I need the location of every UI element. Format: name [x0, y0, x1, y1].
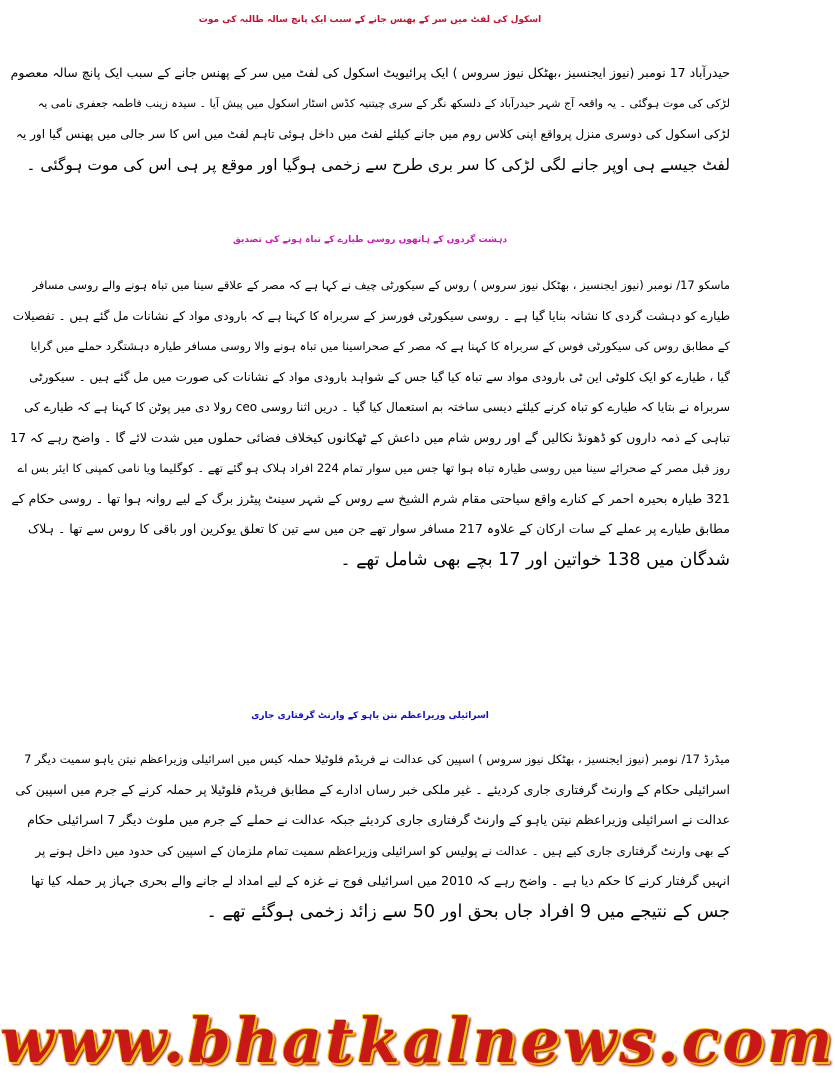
- body-line: اسرائیلی حکام کے وارنٹ گرفتاری جاری کردیئے ۔ غیر ملکی خبر رساں ادارے کے مطابق فریڈم فلوٹیلا پر حملہ کرنے کے جرم میں اسپین کی: [15, 781, 730, 797]
- headline-netanyahu-warrant: اسرائیلی وزیراعظم نتن یاہو کے وارنٹ گرفتاری جاری: [251, 711, 489, 721]
- body-line: کے بھی وارنٹ گرفتاری جاری کیے ہیں ۔ عدالت نے پولیس کو اسرائیلی وزیراعظم سمیت تمام ملزمان کے اسپین کی حدود میں داخل ہونے پر: [35, 843, 730, 858]
- headline-school-lift: اسکول کی لفٹ میں سر کے پھنس جانے کے سبب ایک پانچ سالہ طالبہ کی موت: [198, 15, 542, 25]
- body-line: انہیں گرفتار کرنے کا حکم دیا ہے ۔ واضح رہے کہ 2010 میں اسرائیلی فوج نے غزہ کے لیے امداد لے جانے والے بحری جہاز پر حملہ کیا تھا: [30, 873, 730, 888]
- body-line: میڈرڈ 17/ نومبر (نیوز ایجنسیز ، بھٹکل نیوز سروس ) اسپین کی عدالت نے فریڈم فلوٹیلا حملہ کیس میں اسرائیلی وزیراعظم نیتن یاہو سمیت دیگر 7: [24, 752, 730, 766]
- body-line: تباہی کے ذمہ داروں کو ڈھونڈ نکالیں گے اور روس شام میں داعش کے ٹھکانوں کیخلاف فضائی حملوں میں شدت لائے گا ۔ واضح رہے کہ 17: [10, 429, 730, 445]
- body-line: طیارے کو دہشت گردی کا نشانہ بنایا گیا ہے ۔ روسی سیکورٹی فورسز کے سربراہ کا کہنا ہے کہ بارودی مواد کے نشانات مل گئے ہیں ۔ تفصیلات: [12, 308, 730, 323]
- body-line: گیا ، طیارے کو ایک کلوٹی این ٹی بارودی مواد سے تباہ کیا گیا جس کے شواہد بارودی مواد کے نشانات کی صورت میں مل گئے ہیں ۔ سیکورٹی: [29, 369, 730, 384]
- article-body-russian-plane: [8, 270, 730, 575]
- body-line: لڑکی کی موت ہوگئی ۔ یہ واقعہ آج شہر حیدرآباد کے دلسکھ نگر کے سری چیتنیہ کڈس اسٹار اسکول میں پیش آیا ۔ سیدہ زینب فاطمہ جعفری نامی یہ: [37, 96, 730, 110]
- body-line: عدالت نے اسرائیلی وزیراعظم نیتن یاہو کے وارنٹ گرفتاری جاری کردیئے جبکہ عدالت نے حملے کے جرم میں ملوث دیگر 7 اسرائیلی حکام: [27, 812, 730, 827]
- article-body-netanyahu-warrant: [8, 744, 730, 927]
- body-line: ماسکو 17/ نومبر (نیوز ایجنسیز ، بھٹکل نیوز سروس ) روس کے سیکورٹی چیف نے کہا ہے کہ مصر کے علاقے سینا میں تباہ ہونے والے روسی مسافر: [32, 278, 730, 292]
- body-line: لفٹ جیسے ہی اوپر جانے لگی لڑکی کا سر بری طرح سے زخمی ہوگیا اور موقع پر ہی اس کی موت ہوگئی ۔: [26, 155, 730, 174]
- body-line: حیدرآباد 17 نومبر (نیوز ایجنسیز ،بھٹکل نیوز سروس ) ایک پرائیویٹ اسکول کی لفٹ میں سر کے پھنس جانے کے سبب ایک پانچ سالہ معصوم: [10, 65, 730, 80]
- body-line: شدگان میں 138 خواتین اور 17 بچے بھی شامل تھے ۔: [340, 549, 730, 570]
- site-logo: www.bhatkalnews.com: [0, 1004, 835, 1077]
- body-line: روز قبل مصر کے صحرائے سینا میں روسی طیارہ تباہ ہوا تھا جس میں سوار تمام 224 افراد ہلاک ہو گئے تھے ۔ کوگلیما ویا نامی کمپنی کا ایئر بس اے: [17, 461, 730, 475]
- body-line: سربراہ نے بتایا کہ طیارے کو تباہ کرنے کیلئے دیسی ساختہ بم استعمال کیا گیا ۔ دریں اثنا روسی ceo رولا دی میر پوٹن کا کہنا ہے کہ طیارے کی: [24, 400, 730, 414]
- headline-russian-plane: دہشت گردوں کے ہاتھوں روسی طیارے کے تباہ ہونے کی تصدیق: [232, 235, 508, 245]
- article-body-school-lift: [8, 58, 730, 180]
- body-line: مطابق طیارے پر عملے کے سات ارکان کے علاوہ 217 مسافر سوار تھے جن میں سے تین کا تعلق یوکرین اور باقی کا روس سے تھا ۔ ہلاک: [28, 521, 730, 536]
- body-line: کے مطابق روس کی سیکورٹی فوس کے سربراہ کا کہنا ہے کہ مصر کے صحراسینا میں تباہ ہونے والا روسی مسافر طیارہ دہشتگرد حملے میں گرایا: [30, 339, 730, 353]
- body-line: جس کے نتیجے میں 9 افراد جاں بحق اور 50 سے زائد زخمی ہوگئے تھے ۔: [206, 901, 730, 922]
- body-line: 321 طیارہ بحیرہ احمر کے کنارے واقع سیاحتی مقام شرم الشیخ سے روس کے شہر سینٹ پیٹرز برگ کے لیے روانہ ہوا تھا ۔ روسی حکام کے: [11, 490, 730, 506]
- body-line: لڑکی اسکول کی دوسری منزل پرواقع اپنی کلاس روم میں جانے کیلئے لفٹ میں داخل ہوئی تاہم لفٹ میں اس کا سر جالی میں پھنس گیا اور یہ: [15, 127, 730, 141]
